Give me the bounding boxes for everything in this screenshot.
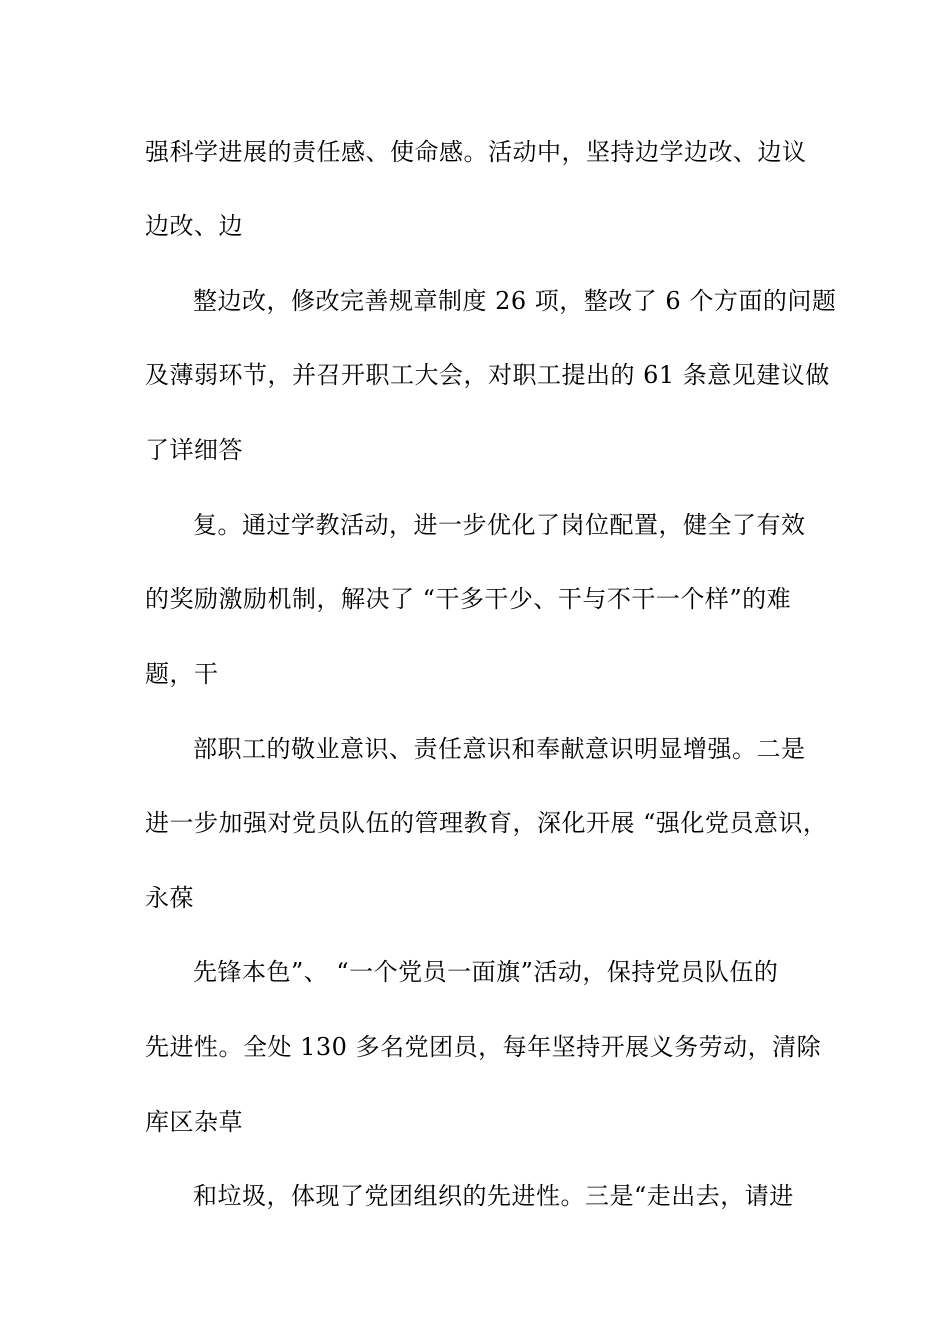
text-line-6: 复。通过学教活动，进一步优化了岗位配置，健全了有效 xyxy=(193,511,806,539)
text-line-7: 的奖励激励机制，解决了 “干多干少、干与不干一个样”的难 xyxy=(145,585,792,613)
text-line-11: 永葆 xyxy=(145,884,194,912)
text-line-12: 先锋本色”、 “一个党员一面旗”活动，保持党员队伍的 xyxy=(193,958,779,986)
text-line-5: 了详细答 xyxy=(145,436,243,464)
text-line-3: 整边改，修改完善规章制度 26 项，整改了 6 个方面的问题 xyxy=(193,287,837,315)
text-line-4: 及薄弱环节，并召开职工大会，对职工提出的 61 条意见建议做 xyxy=(145,361,830,389)
text-line-1: 强科学进展的责任感、使命感。活动中，坚持边学边改、边议 xyxy=(145,138,807,166)
text-line-15: 和垃圾，体现了党团组织的先进性。三是“走出去，请进 xyxy=(193,1182,794,1210)
text-line-14: 库区杂草 xyxy=(145,1108,243,1136)
text-line-8: 题，干 xyxy=(145,660,219,688)
text-line-2: 边改、边 xyxy=(145,212,243,240)
text-line-13: 先进性。全处 130 多名党团员，每年坚持开展义务劳动，清除 xyxy=(145,1033,822,1061)
text-line-9: 部职工的敬业意识、责任意识和奉献意识明显增强。二是 xyxy=(193,735,806,763)
text-line-10: 进一步加强对党员队伍的管理教育，深化开展 “强化党员意识， xyxy=(145,809,828,837)
